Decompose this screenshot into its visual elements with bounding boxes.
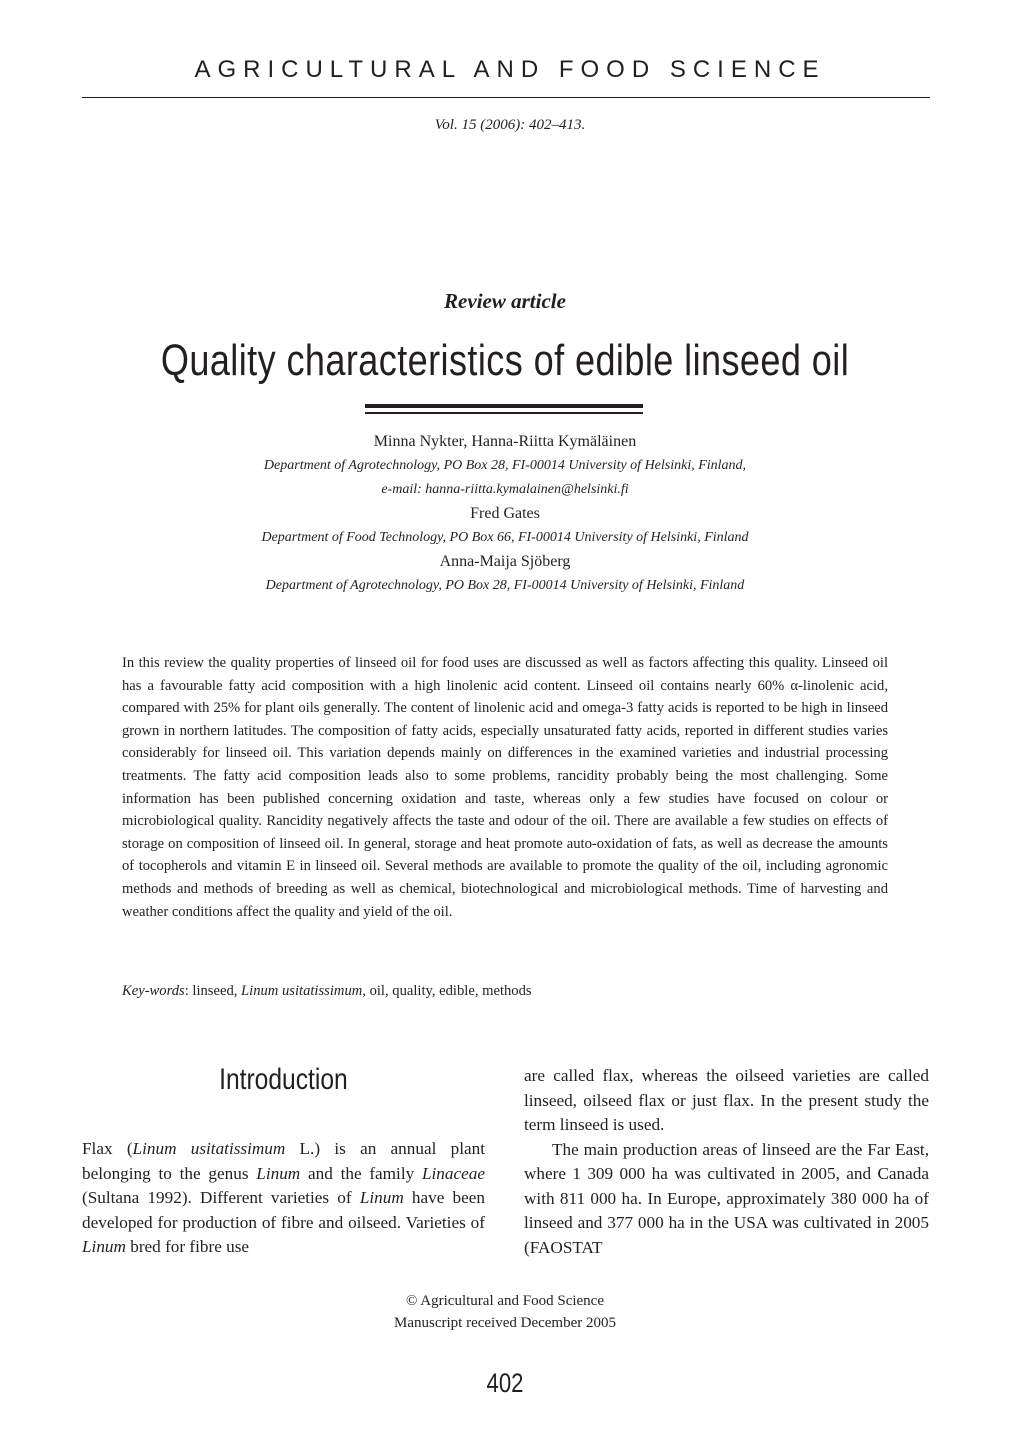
keywords-part: , oil, quality, edible, methods [362, 983, 532, 999]
abstract-text: In this review the quality properties of linseed oil for food uses are discussed as well as factors affecting this quality. Linseed oil has a favourable fatty acid composition with a high linolenic acid content. Linseed oil contains nearly 60% α-linolenic acid, compared with 25% for plant oils generally. The content of linolenic acid and omega-3 fatty acids is reported to be high in linseed grown in northern latitudes. The composition of fatty acids, especially unsaturated fatty acids, reported in different studies varies considerably for linseed oil. This variation depends mainly on differences in the examined varieties and industrial processing treatments. The fatty acid composition leads also to some problems, rancidity probably being the most challenging. Some information has been published concerning oxidation and taste, whereas only a few studies have focused on colour or microbiological quality. Rancidity negatively affects the taste and odour of the oil. There are available a few studies on effects of storage on composition of linseed oil. In general, storage and heat promote auto-oxidation of fats, as well as decrease the amounts of tocopherols and vitamin E in linseed oil. Several methods are available to promote the quality of the oil, including agronomic methods and methods of breeding as well as chemical, biotechnological and microbiological methods. Time of harvesting and weather conditions affect the quality and yield of the oil. [122, 655, 888, 920]
author-affiliation: Department of Agrotechnology, PO Box 28, FI-00014 University of Helsinki, Finland, [263, 458, 747, 473]
text-run-italic: Linum usitatissimum [132, 1139, 286, 1158]
author-affiliation: Department of Agrotechnology, PO Box 28, FI-00014 University of Helsinki, Finland [265, 578, 745, 593]
copyright: © Agricultural and Food Science [405, 1293, 605, 1309]
author-affiliation: Department of Food Technology, PO Box 66, FI-00014 University of Helsinki, Finland [261, 530, 749, 545]
text-run: have been developed for production of fibre and oilseed. Varieties of [82, 1188, 486, 1232]
manuscript-received: Manuscript received December 2005 [394, 1315, 616, 1331]
text-run-italic: Linaceae [421, 1163, 485, 1183]
intro-paragraph: are called flax, whereas the oilseed varieties are called linseed, oilseed flax or just flax. In the present study the term linseed is used. [524, 1066, 929, 1134]
section-heading-introduction: Introduction [219, 1063, 348, 1096]
intro-left-column [82, 1137, 485, 1260]
text-run: Flax ( [82, 1139, 133, 1158]
author-names: Fred Gates [470, 505, 540, 522]
author-block [0, 430, 1010, 598]
author-names: Minna Nykter, Hanna-Riitta Kymäläinen [373, 433, 637, 450]
article-title: Quality characteristics of edible linseed oil [160, 336, 850, 385]
text-run-italic: Linum [82, 1237, 126, 1256]
author-names: Anna-Maija Sjöberg [439, 553, 571, 570]
page-number: 402 [486, 1368, 524, 1398]
text-run: L.) is an annual plant belonging to the genus [82, 1139, 485, 1183]
title-rule-thick [365, 404, 643, 408]
footer [0, 1290, 1010, 1334]
article-type: Review article [444, 289, 566, 313]
keywords-part: linseed, [192, 983, 242, 999]
author-email: e-mail: hanna-riitta.kymalainen@helsinki.fi [381, 482, 629, 497]
intro-paragraph: The main production areas of linseed are the Far East, where 1 309 000 ha was cultivated in 2005, and Canada with 811 000 ha. In Europe, approximately 380 000 ha of linseed and 377 000 ha in the USA was cultivated in 2005 (FAOSTAT [524, 1139, 929, 1257]
title-rule-thin [365, 412, 643, 414]
text-run: and the family [300, 1163, 422, 1183]
text-run: (Sultana 1992). Different varieties of [82, 1188, 360, 1207]
text-run: bred for fibre use [125, 1237, 250, 1256]
abstract [122, 652, 888, 923]
keywords-species: Linum usitatissimum [241, 983, 363, 999]
header-rule [82, 97, 930, 98]
keywords [122, 980, 888, 1002]
journal-title: AGRICULTURAL AND FOOD SCIENCE [194, 56, 826, 83]
text-run-italic: Linum [359, 1188, 404, 1207]
keywords-label: Key-words [122, 983, 185, 999]
text-run-italic: Linum [256, 1163, 301, 1183]
intro-right-column [524, 1064, 929, 1260]
volume-info: Vol. 15 (2006): 402–413. [434, 117, 586, 133]
intro-paragraph [82, 1137, 485, 1260]
keywords-sep: : [184, 983, 193, 999]
